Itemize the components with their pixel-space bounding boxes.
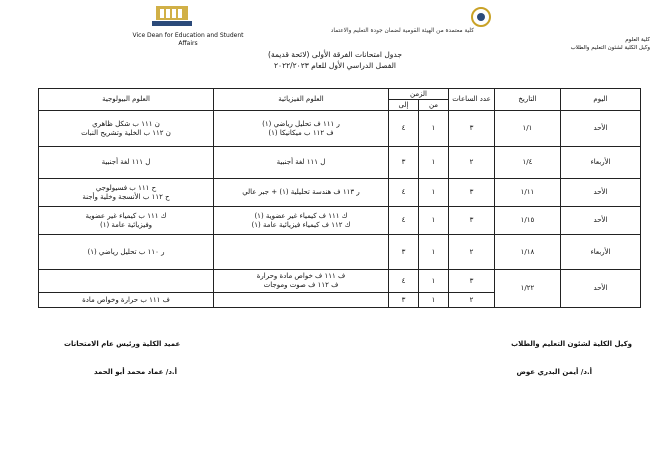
cell-to: ٣: [389, 147, 419, 179]
header-from: من: [419, 100, 449, 111]
cell-to: ٤: [389, 111, 419, 147]
cell-physical: ف ١١١ ف خواص مادة وحرارة ف ١١٢ ف صوت وموجات: [214, 270, 389, 293]
cell-physical: ك ١١١ ف كيمياء غير عضوية (١) ك ١١٢ ف كيمياء فيزيائية عامة (١): [214, 207, 389, 235]
faculty-name: كلية العلوم: [625, 37, 650, 43]
header-date: التاريخ: [495, 89, 561, 111]
table-row: [39, 235, 641, 270]
table-row: [39, 147, 641, 179]
cell-hours: ٣: [449, 270, 495, 293]
cell-to: ٤: [389, 207, 419, 235]
dean-signature-name: أ.د/ عماد محمد أبو الحمد: [94, 368, 177, 376]
cell-biological: [39, 270, 214, 293]
cell-date: ١/٤: [495, 147, 561, 179]
cell-day: الأحد: [561, 111, 641, 147]
cell-day: الأحد: [561, 179, 641, 207]
cell-from: ١: [419, 179, 449, 207]
cell-from: ١: [419, 293, 449, 308]
table-row: [39, 207, 641, 235]
cell-hours: ٢: [449, 147, 495, 179]
semester-title: الفصل الدراسي الأول للعام ٢٠٢٢/٢٠٢٣: [274, 60, 396, 70]
table-row: [39, 179, 641, 207]
cell-physical: ر ١١١ ف تحليل رياضي (١) ف ١١٢ ب ميكانيكا (١): [214, 111, 389, 147]
accreditation-text: كلية معتمدة من الهيئة القومية لضمان جودة التعليم والاعتماد: [330, 28, 474, 34]
cell-biological: ف ١١١ ب حرارة وخواص مادة: [39, 293, 214, 308]
dean-signature-title: عميد الكلية ورئيس عام الامتحانات: [64, 340, 181, 348]
cell-to: ٤: [389, 179, 419, 207]
cell-from: ١: [419, 235, 449, 270]
header-to: إلى: [389, 100, 419, 111]
cell-biological: ن ١١١ ب شكل ظاهري ن ١١٢ ب الخلية وتشريح النبات: [39, 111, 214, 147]
schedule-titles: [220, 50, 450, 71]
cell-biological: ل ١١١ لغة أجنبية: [39, 147, 214, 179]
schedule-title: جدول امتحانات الفرقة الأولى (لائحة قديمة): [268, 50, 402, 59]
table-row: [39, 270, 641, 293]
cell-hours: ٢: [449, 293, 495, 308]
university-logo-icon: [146, 4, 198, 28]
cell-to: ٤: [389, 270, 419, 293]
cell-day: الأحد: [561, 207, 641, 235]
cell-biological: ك ١١١ ب كيمياء غير عضوية وفيزيائية عامة (١): [39, 207, 214, 235]
cell-date: ١/١٨: [495, 235, 561, 270]
cell-date: ١/٢٢: [495, 270, 561, 308]
cell-physical: [214, 293, 389, 308]
cell-from: ١: [419, 207, 449, 235]
cell-biological: ح ١١١ ب فسيولوجي ح ١١٢ ب الأنسجة وخلية وأجنة: [39, 179, 214, 207]
faculty-header: [550, 36, 650, 52]
cell-from: ١: [419, 111, 449, 147]
cell-day: الأحد: [561, 270, 641, 308]
vice-dean-text: Vice Dean for Education and Student Affairs: [132, 32, 244, 47]
cell-hours: ٢: [449, 235, 495, 270]
cell-physical: [214, 235, 389, 270]
cell-biological: ر ١١٠ ب تحليل رياضي (١): [39, 235, 214, 270]
cell-date: ١/١: [495, 111, 561, 147]
cell-to: ٣: [389, 235, 419, 270]
header-biological: العلوم البيولوجية: [39, 89, 214, 111]
header-day: اليوم: [561, 89, 641, 111]
cell-date: ١/١٥: [495, 207, 561, 235]
table-row: [39, 111, 641, 147]
cell-to: ٣: [389, 293, 419, 308]
vice-dean-signature-title: وكيل الكلية لشئون التعليم والطلاب: [511, 340, 632, 348]
header-physical: العلوم الفيزيائية: [214, 89, 389, 111]
cell-hours: ٣: [449, 207, 495, 235]
cell-day: الأربعاء: [561, 147, 641, 179]
cell-day: الأربعاء: [561, 235, 641, 270]
cell-date: ١/١١: [495, 179, 561, 207]
cell-physical: ل ١١١ لغة أجنبية: [214, 147, 389, 179]
header-time: الزمن: [389, 89, 449, 100]
faculty-subtext: وكيل الكلية لشئون التعليم والطلاب: [570, 45, 650, 51]
cell-physical: ر ١١٣ ف هندسة تحليلية (١) + جبر عالي: [214, 179, 389, 207]
faculty-logo-icon: [470, 6, 492, 30]
vice-dean-signature-name: أ.د/ أيمن البدري عوض: [516, 368, 592, 376]
cell-from: ١: [419, 270, 449, 293]
exam-schedule-table: [38, 88, 641, 308]
cell-hours: ٣: [449, 179, 495, 207]
cell-hours: ٣: [449, 111, 495, 147]
header-hours: عدد الساعات: [449, 89, 495, 111]
cell-from: ١: [419, 147, 449, 179]
